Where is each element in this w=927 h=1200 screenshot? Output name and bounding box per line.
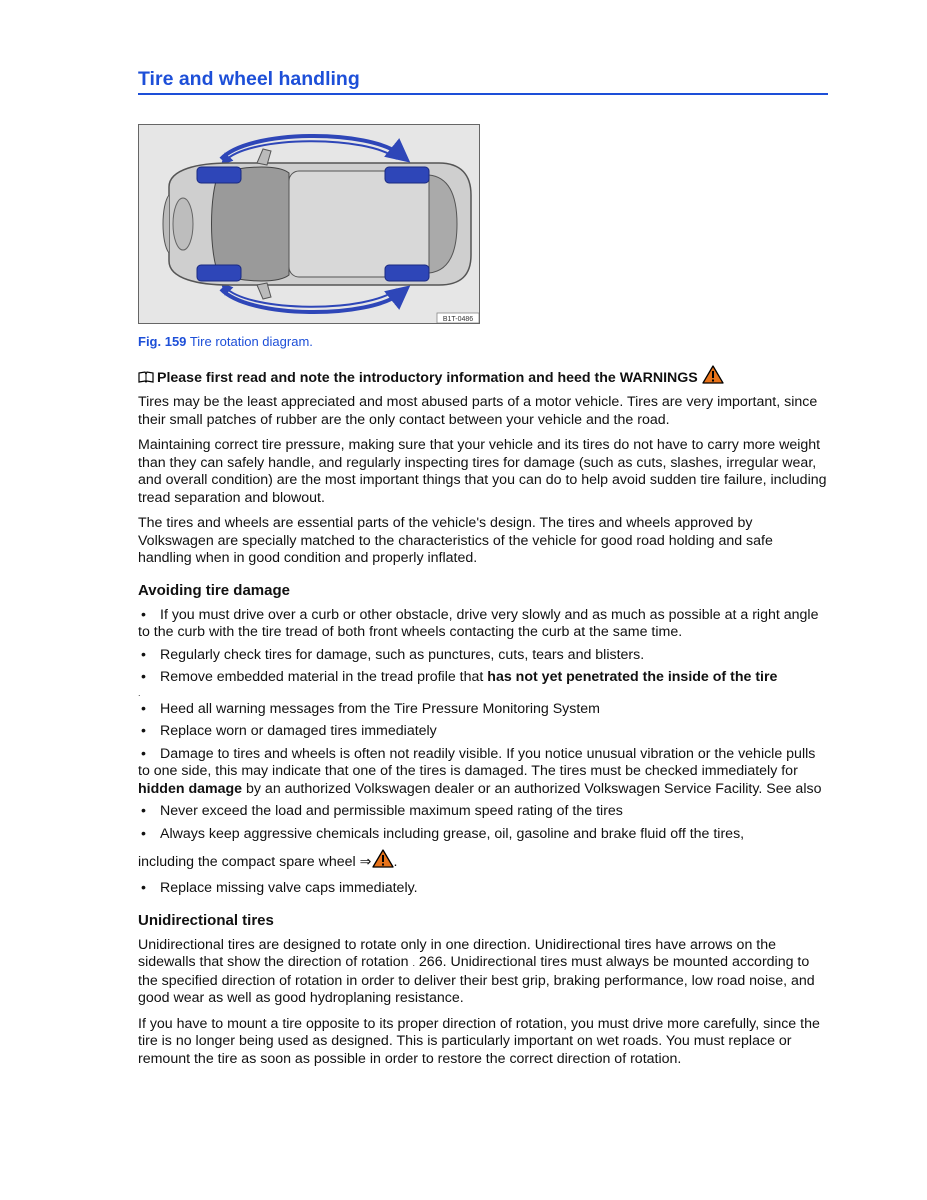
list-item: • If you must drive over a curb or other obstacle, drive very slowly and as much as possible at a right angle to the curb with the tire tread of both front wheels contacting the curb at the same time. <box>138 606 819 640</box>
car-topview-illustration <box>139 125 479 323</box>
main-content <box>138 365 828 1076</box>
list-item: • Regularly check tires for damage, such as punctures, cuts, tears and blisters. <box>141 646 645 663</box>
figure-code: B1T-0486 <box>442 316 474 323</box>
tire-rear-left <box>385 167 429 183</box>
tire-front-right <box>197 265 241 281</box>
warning-icon[interactable] <box>702 365 724 384</box>
list-item-continuation: including the compact spare wheel ⇒ . <box>138 849 828 872</box>
book-icon <box>138 371 154 383</box>
list-item: • Always keep aggressive chemicals including grease, oil, gasoline and brake fluid off the tires, <box>141 825 745 842</box>
tire-rear-right <box>385 265 429 281</box>
unidirectional-paragraph-2: If you have to mount a tire opposite to its proper direction of rotation, you must drive more carefully, since the tire is no longer being used as designed. This is particularly important on wet roads. You must replace or remount the tire as soon as possible in order to restore the correct direction of rotation. <box>138 1015 820 1067</box>
intro-paragraph-1: Tires may be the least appreciated and most abused parts of a motor vehicle. Tires are very important, since their small patches of rubber are the only contact between your vehicle and the road. <box>138 394 818 428</box>
windshield <box>212 167 290 281</box>
intro-paragraph-3: The tires and wheels are essential parts of the vehicle's design. The tires and wheels approved by Volkswagen are specially matched to the characteristics of the vehicle for good road holding and safe handling when in good condition and properly inflated. <box>138 515 773 566</box>
unidirectional-paragraph-1: Unidirectional tires are designed to rotate only in one direction. Unidirectional tires have arrows on the sidewalls that show the direction of rotation . 266. Unidirectional tires must always be mounted according to the specified direction of rotation in order to deliver their best grip, braking performance, low road noise, and good wear as well as good hydroplaning resistance. <box>138 936 815 1006</box>
figure-label: Fig. 159 <box>138 334 187 349</box>
page-ref-mark[interactable]: . <box>412 958 415 968</box>
list-item: • Damage to tires and wheels is often not readily visible. If you notice unusual vibration or the vehicle pulls to one side, this may indicate that one of the tires is damaged. The tires must be checked immediately for hidden damage by an authorized Volkswagen dealer or an authorized Volkswagen Service Facility. See also <box>138 745 822 797</box>
list-item: • Remove embedded material in the tread profile that has not yet penetrated the inside of the tire <box>141 669 778 685</box>
list-item: • Replace missing valve caps immediately. <box>141 880 418 896</box>
tire-front-left <box>197 167 241 183</box>
notice-line <box>138 365 828 388</box>
section-heading-unidirectional: Unidirectional tires <box>138 911 274 929</box>
list-item: • Heed all warning messages from the Tire Pressure Monitoring System <box>141 700 600 717</box>
intro-paragraph-2: Maintaining correct tire pressure, making sure that your vehicle and its tires do not have to carry more weight than they can safely handle, and regularly inspecting tires for damage (such as cuts, slashes, irregular wear, and overall condition) are the most important things that you can do to help avoid sudden tire failure, including tread separation and blowout. <box>138 437 827 506</box>
damage-list <box>138 607 828 844</box>
roof <box>289 171 429 277</box>
page-title: Tire and wheel handling <box>138 68 828 95</box>
figure-caption <box>138 334 313 349</box>
list-item-trailing-dot: . <box>138 687 141 698</box>
section-heading-avoiding-damage: Avoiding tire damage <box>138 581 290 599</box>
list-item: • Replace worn or damaged tires immediately <box>141 723 437 739</box>
tire-rotation-figure <box>138 124 480 324</box>
warning-icon[interactable] <box>372 849 394 868</box>
figure-caption-text: Tire rotation diagram. <box>189 334 313 349</box>
list-item: • Never exceed the load and permissible maximum speed rating of the tires <box>141 803 623 819</box>
notice-text: Please first read and note the introductory information and heed the WARNINGS <box>157 370 698 386</box>
